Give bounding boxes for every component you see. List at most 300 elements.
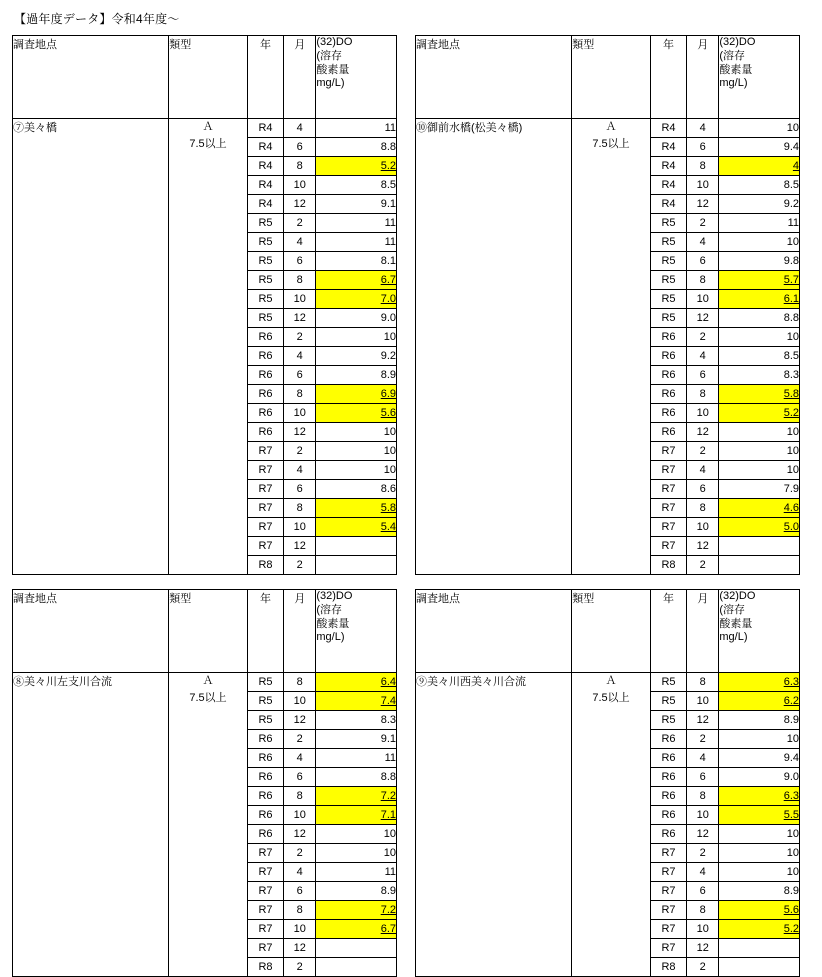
- cell-value-highlighted: 5.2: [719, 920, 800, 939]
- header-year: 年: [650, 36, 686, 119]
- cell-month: 10: [284, 518, 316, 537]
- cell-month: 10: [687, 290, 719, 309]
- cell-year: R5: [650, 309, 686, 328]
- cell-year: R6: [247, 404, 283, 423]
- cell-value: 11: [316, 119, 397, 138]
- cell-year: R5: [650, 692, 686, 711]
- cell-month: 6: [687, 138, 719, 157]
- cell-year: R6: [247, 787, 283, 806]
- cell-value: 10: [316, 844, 397, 863]
- cell-value: 10: [719, 730, 800, 749]
- cell-value-highlighted: 7.1: [316, 806, 397, 825]
- cell-value: 10: [719, 233, 800, 252]
- cell-month: 12: [687, 711, 719, 730]
- cell-value: 10: [316, 328, 397, 347]
- cell-year: R7: [247, 882, 283, 901]
- header-value-line2: (溶存: [719, 49, 746, 62]
- cell-month: 2: [284, 214, 316, 233]
- cell-year: R6: [650, 423, 686, 442]
- header-value: [719, 590, 800, 673]
- cell-value: 9.1: [316, 195, 397, 214]
- header-month: 月: [687, 590, 719, 673]
- header-value-line4: mg/L): [316, 77, 345, 90]
- cell-year: R7: [247, 901, 283, 920]
- cell-year: R5: [247, 252, 283, 271]
- cell-month: 8: [284, 787, 316, 806]
- cell-month: 4: [284, 461, 316, 480]
- header-value: [316, 36, 397, 119]
- cell-month: 2: [687, 556, 719, 575]
- cell-value: 9.4: [719, 138, 800, 157]
- cell-month: 6: [687, 252, 719, 271]
- cell-value-highlighted: 5.0: [719, 518, 800, 537]
- cell-year: R4: [247, 176, 283, 195]
- cell-year: R4: [650, 157, 686, 176]
- cell-year: R8: [247, 556, 283, 575]
- cell-month: 10: [284, 404, 316, 423]
- type-threshold: 7.5以上: [592, 691, 630, 704]
- header-value-line2: (溶存: [316, 603, 343, 616]
- measurement-table: [415, 35, 800, 575]
- cell-year: R7: [247, 939, 283, 958]
- cell-value: 10: [719, 423, 800, 442]
- cell-month: 6: [284, 252, 316, 271]
- cell-month: 8: [687, 673, 719, 692]
- cell-year: R5: [650, 233, 686, 252]
- cell-value: 7.9: [719, 480, 800, 499]
- cell-year: R6: [650, 806, 686, 825]
- cell-month: 4: [687, 119, 719, 138]
- cell-year: R7: [247, 863, 283, 882]
- cell-month: 4: [284, 119, 316, 138]
- cell-value: 8.9: [316, 882, 397, 901]
- cell-month: 6: [687, 366, 719, 385]
- header-type: 類型: [572, 36, 651, 119]
- cell-value-highlighted: 7.2: [316, 901, 397, 920]
- cell-year: R6: [247, 328, 283, 347]
- cell-month: 8: [687, 271, 719, 290]
- cell-year: R8: [650, 958, 686, 977]
- cell-year: R5: [247, 309, 283, 328]
- cell-month: 4: [284, 347, 316, 366]
- cell-year: R7: [650, 920, 686, 939]
- site-name: ⑩御前水橋(松美々橋): [416, 119, 572, 575]
- cell-year: R7: [247, 920, 283, 939]
- header-value: [719, 36, 800, 119]
- cell-month: 4: [687, 461, 719, 480]
- cell-year: R5: [247, 233, 283, 252]
- cell-year: R6: [247, 347, 283, 366]
- header-type: 類型: [169, 36, 248, 119]
- header-year: 年: [247, 36, 283, 119]
- cell-month: 2: [687, 442, 719, 461]
- type-rank: Ａ: [202, 675, 214, 687]
- cell-value: [719, 939, 800, 958]
- cell-value-highlighted: 5.5: [719, 806, 800, 825]
- cell-month: 12: [687, 423, 719, 442]
- cell-month: 8: [687, 499, 719, 518]
- cell-month: 2: [284, 730, 316, 749]
- header-value-line2: (溶存: [316, 49, 343, 62]
- cell-year: R6: [650, 347, 686, 366]
- cell-year: R6: [650, 787, 686, 806]
- table-row: [13, 119, 397, 138]
- cell-value-highlighted: 6.4: [316, 673, 397, 692]
- cell-year: R7: [247, 518, 283, 537]
- cell-value: 9.1: [316, 730, 397, 749]
- cell-year: R6: [650, 825, 686, 844]
- header-type: 類型: [572, 590, 651, 673]
- cell-value: 11: [719, 214, 800, 233]
- cell-year: R6: [247, 423, 283, 442]
- cell-year: R4: [247, 157, 283, 176]
- type-rank: Ａ: [202, 121, 214, 133]
- cell-value: 9.0: [719, 768, 800, 787]
- cell-month: 4: [687, 233, 719, 252]
- header-value-line4: mg/L): [316, 631, 345, 644]
- table-row: [416, 119, 800, 138]
- cell-month: 6: [284, 138, 316, 157]
- cell-year: R5: [650, 252, 686, 271]
- cell-value: 8.3: [719, 366, 800, 385]
- cell-month: 6: [284, 882, 316, 901]
- cell-value-highlighted: 5.7: [719, 271, 800, 290]
- table-grid: [12, 35, 810, 977]
- cell-year: R7: [650, 901, 686, 920]
- cell-year: R5: [650, 711, 686, 730]
- cell-year: R7: [247, 480, 283, 499]
- cell-month: 8: [284, 499, 316, 518]
- cell-month: 10: [284, 806, 316, 825]
- cell-year: R5: [247, 711, 283, 730]
- cell-value: 10: [719, 825, 800, 844]
- page-title: 【過年度データ】令和4年度～: [14, 12, 180, 26]
- cell-month: 10: [284, 920, 316, 939]
- header-month: 月: [687, 36, 719, 119]
- header-month: 月: [284, 590, 316, 673]
- cell-month: 2: [284, 442, 316, 461]
- cell-year: R6: [247, 366, 283, 385]
- cell-month: 12: [687, 939, 719, 958]
- cell-month: 2: [284, 556, 316, 575]
- site-name: ⑦美々橋: [13, 119, 169, 575]
- header-month: 月: [284, 36, 316, 119]
- cell-value: 9.0: [316, 309, 397, 328]
- cell-value: 8.8: [316, 138, 397, 157]
- cell-month: 8: [284, 673, 316, 692]
- cell-value: [316, 958, 397, 977]
- cell-month: 12: [284, 939, 316, 958]
- header-value-line1: (32)DO: [316, 36, 353, 48]
- cell-month: 12: [284, 537, 316, 556]
- cell-year: R7: [247, 461, 283, 480]
- cell-month: 8: [687, 157, 719, 176]
- cell-value: 8.8: [719, 309, 800, 328]
- cell-month: 10: [687, 692, 719, 711]
- cell-value: 11: [316, 214, 397, 233]
- cell-month: 2: [687, 730, 719, 749]
- header-type: 類型: [169, 590, 248, 673]
- cell-year: R5: [650, 290, 686, 309]
- cell-month: 12: [284, 195, 316, 214]
- cell-value-highlighted: 6.7: [316, 271, 397, 290]
- cell-year: R7: [650, 442, 686, 461]
- cell-month: 8: [687, 787, 719, 806]
- cell-year: R6: [247, 385, 283, 404]
- cell-year: R6: [650, 730, 686, 749]
- cell-month: 12: [687, 825, 719, 844]
- cell-year: R7: [650, 863, 686, 882]
- cell-month: 12: [687, 195, 719, 214]
- header-value-line4: mg/L): [719, 77, 748, 90]
- cell-year: R5: [247, 271, 283, 290]
- cell-value: 11: [316, 749, 397, 768]
- cell-month: 4: [687, 749, 719, 768]
- header-site: 調査地点: [416, 590, 572, 673]
- header-value: [316, 590, 397, 673]
- cell-value: 10: [719, 844, 800, 863]
- cell-month: 2: [687, 844, 719, 863]
- cell-year: R6: [247, 730, 283, 749]
- cell-value: 10: [719, 119, 800, 138]
- cell-month: 12: [284, 825, 316, 844]
- cell-value-highlighted: 4: [719, 157, 800, 176]
- header-site: 調査地点: [13, 590, 169, 673]
- header-value-line1: (32)DO: [719, 590, 756, 602]
- cell-year: R6: [650, 385, 686, 404]
- cell-year: R8: [650, 556, 686, 575]
- cell-value: 8.5: [316, 176, 397, 195]
- cell-month: 10: [284, 692, 316, 711]
- cell-year: R6: [650, 749, 686, 768]
- cell-month: 2: [284, 844, 316, 863]
- cell-value-highlighted: 5.8: [719, 385, 800, 404]
- cell-year: R6: [650, 328, 686, 347]
- cell-value-highlighted: 5.8: [316, 499, 397, 518]
- cell-month: 10: [687, 806, 719, 825]
- table-header-row: [13, 590, 397, 673]
- cell-year: R4: [247, 138, 283, 157]
- cell-value-highlighted: 4.6: [719, 499, 800, 518]
- type-threshold: 7.5以上: [189, 691, 227, 704]
- site-name: ⑨美々川西美々川合流: [416, 673, 572, 977]
- type-threshold: 7.5以上: [592, 137, 630, 150]
- cell-year: R4: [247, 195, 283, 214]
- cell-value: 10: [316, 825, 397, 844]
- cell-value: [316, 537, 397, 556]
- cell-month: 10: [687, 920, 719, 939]
- type-threshold: 7.5以上: [189, 137, 227, 150]
- table-header-row: [13, 36, 397, 119]
- type-classification: [169, 119, 248, 575]
- cell-month: 6: [284, 480, 316, 499]
- cell-value: 9.4: [719, 749, 800, 768]
- cell-month: 10: [687, 404, 719, 423]
- cell-year: R7: [650, 480, 686, 499]
- cell-value-highlighted: 7.0: [316, 290, 397, 309]
- header-value-line3: 酸素量: [316, 63, 350, 76]
- cell-year: R7: [247, 499, 283, 518]
- cell-value: [719, 537, 800, 556]
- header-value-line3: 酸素量: [316, 617, 350, 630]
- cell-month: 8: [687, 901, 719, 920]
- cell-value: 8.5: [719, 176, 800, 195]
- cell-month: 6: [284, 768, 316, 787]
- cell-month: 6: [687, 480, 719, 499]
- cell-value: [316, 556, 397, 575]
- cell-year: R4: [247, 119, 283, 138]
- cell-value-highlighted: 5.6: [719, 901, 800, 920]
- cell-value: 8.1: [316, 252, 397, 271]
- cell-value: [316, 939, 397, 958]
- cell-value: 10: [316, 423, 397, 442]
- measurement-block: [415, 35, 800, 575]
- cell-year: R5: [650, 271, 686, 290]
- header-value-line1: (32)DO: [719, 36, 756, 48]
- cell-year: R5: [247, 673, 283, 692]
- cell-year: R7: [650, 518, 686, 537]
- cell-year: R7: [247, 442, 283, 461]
- cell-year: R6: [247, 806, 283, 825]
- cell-year: R6: [247, 749, 283, 768]
- site-name: ⑧美々川左支川合流: [13, 673, 169, 977]
- cell-month: 2: [687, 328, 719, 347]
- cell-year: R8: [247, 958, 283, 977]
- cell-year: R4: [650, 119, 686, 138]
- cell-month: 2: [687, 958, 719, 977]
- cell-month: 10: [687, 518, 719, 537]
- cell-year: R5: [650, 673, 686, 692]
- cell-year: R5: [650, 214, 686, 233]
- cell-month: 2: [284, 328, 316, 347]
- cell-month: 8: [284, 157, 316, 176]
- cell-value: 10: [719, 863, 800, 882]
- cell-year: R7: [247, 844, 283, 863]
- cell-value: 10: [719, 461, 800, 480]
- cell-month: 8: [284, 385, 316, 404]
- cell-value: 9.2: [316, 347, 397, 366]
- cell-value-highlighted: 6.3: [719, 787, 800, 806]
- cell-year: R7: [650, 882, 686, 901]
- cell-value: [719, 958, 800, 977]
- cell-year: R6: [247, 825, 283, 844]
- cell-value: 8.9: [719, 711, 800, 730]
- header-site: 調査地点: [416, 36, 572, 119]
- cell-value: 10: [719, 442, 800, 461]
- cell-year: R4: [650, 195, 686, 214]
- cell-year: R5: [247, 290, 283, 309]
- cell-value-highlighted: 7.2: [316, 787, 397, 806]
- header-year: 年: [650, 590, 686, 673]
- cell-year: R5: [247, 692, 283, 711]
- cell-value: 8.8: [316, 768, 397, 787]
- header-value-line1: (32)DO: [316, 590, 353, 602]
- type-classification: [572, 673, 651, 977]
- cell-value-highlighted: 5.4: [316, 518, 397, 537]
- cell-month: 4: [284, 863, 316, 882]
- cell-value-highlighted: 7.4: [316, 692, 397, 711]
- cell-value: 9.2: [719, 195, 800, 214]
- cell-value: 10: [316, 442, 397, 461]
- cell-value-highlighted: 6.1: [719, 290, 800, 309]
- type-rank: Ａ: [605, 121, 617, 133]
- cell-month: 6: [687, 882, 719, 901]
- cell-month: 6: [284, 366, 316, 385]
- cell-year: R7: [650, 844, 686, 863]
- cell-month: 10: [284, 290, 316, 309]
- cell-year: R7: [650, 939, 686, 958]
- measurement-table: [12, 35, 397, 575]
- header-value-line2: (溶存: [719, 603, 746, 616]
- type-classification: [169, 673, 248, 977]
- header-value-line3: 酸素量: [719, 63, 753, 76]
- cell-value-highlighted: 5.2: [316, 157, 397, 176]
- cell-value-highlighted: 6.2: [719, 692, 800, 711]
- cell-value-highlighted: 5.6: [316, 404, 397, 423]
- cell-month: 2: [687, 214, 719, 233]
- type-classification: [572, 119, 651, 575]
- cell-month: 12: [687, 537, 719, 556]
- cell-month: 10: [687, 176, 719, 195]
- header-value-line4: mg/L): [719, 631, 748, 644]
- cell-month: 4: [284, 233, 316, 252]
- cell-year: R5: [247, 214, 283, 233]
- cell-value-highlighted: 6.9: [316, 385, 397, 404]
- cell-month: 12: [284, 711, 316, 730]
- cell-year: R7: [650, 461, 686, 480]
- type-rank: Ａ: [605, 675, 617, 687]
- cell-month: 6: [687, 768, 719, 787]
- header-year: 年: [247, 590, 283, 673]
- cell-value: 10: [719, 328, 800, 347]
- table-row: [13, 673, 397, 692]
- cell-month: 8: [284, 271, 316, 290]
- cell-month: 8: [687, 385, 719, 404]
- cell-value: 10: [316, 461, 397, 480]
- cell-value: 8.3: [316, 711, 397, 730]
- cell-value: 8.5: [719, 347, 800, 366]
- cell-value: 8.9: [719, 882, 800, 901]
- table-row: [416, 673, 800, 692]
- measurement-block: [12, 35, 397, 575]
- cell-value: 8.6: [316, 480, 397, 499]
- cell-year: R6: [650, 366, 686, 385]
- cell-year: R4: [650, 176, 686, 195]
- cell-year: R4: [650, 138, 686, 157]
- cell-month: 8: [284, 901, 316, 920]
- cell-value: 11: [316, 863, 397, 882]
- table-header-row: [416, 590, 800, 673]
- cell-value-highlighted: 5.2: [719, 404, 800, 423]
- cell-month: 4: [687, 347, 719, 366]
- cell-year: R7: [650, 537, 686, 556]
- header-value-line3: 酸素量: [719, 617, 753, 630]
- cell-month: 12: [284, 423, 316, 442]
- header-site: 調査地点: [13, 36, 169, 119]
- cell-value: 9.8: [719, 252, 800, 271]
- cell-month: 10: [284, 176, 316, 195]
- cell-month: 12: [687, 309, 719, 328]
- cell-value-highlighted: 6.7: [316, 920, 397, 939]
- table-header-row: [416, 36, 800, 119]
- cell-year: R6: [650, 768, 686, 787]
- cell-month: 2: [284, 958, 316, 977]
- cell-year: R7: [247, 537, 283, 556]
- cell-year: R7: [650, 499, 686, 518]
- cell-year: R6: [247, 768, 283, 787]
- cell-value: [719, 556, 800, 575]
- cell-value: 11: [316, 233, 397, 252]
